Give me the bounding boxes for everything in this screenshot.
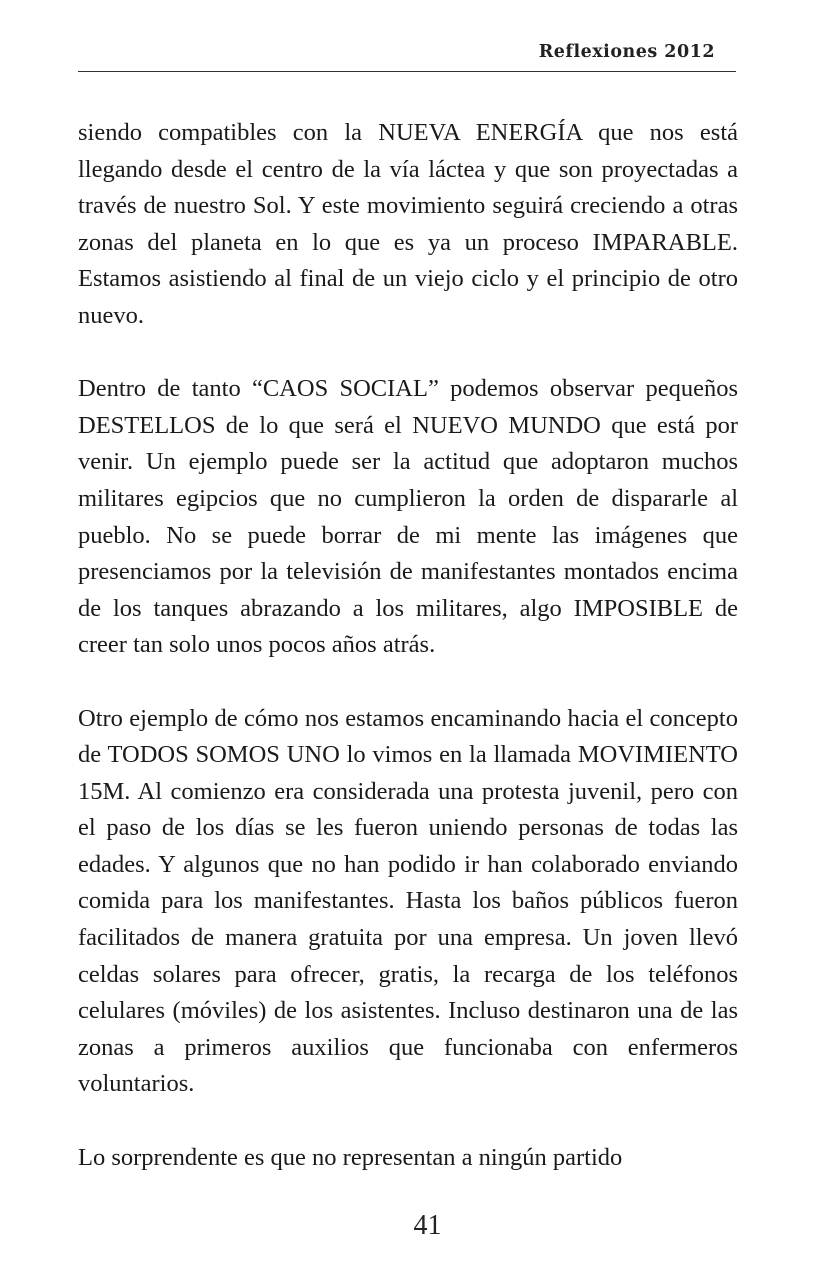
page-body (78, 115, 738, 1176)
page-number: 41 (413, 1210, 442, 1241)
running-header-title: Reflexiones 2012 (538, 42, 715, 62)
paragraph: Dentro de tanto “CAOS SOCIAL” podemos observar pequeños DESTELLOS de lo que será el NUEVO MUNDO que está por venir. Un ejemplo puede ser la actitud que adoptaron muchos militares egipcios que no cumplieron la orden de dispararle al pueblo. No se puede borrar de mi mente las imágenes que presenciamos por la televisión de manifestantes montados encima de los tanques abrazando a los militares, algo IMPOSIBLE de creer tan solo unos pocos años atrás. (78, 375, 738, 659)
paragraph: Otro ejemplo de cómo nos estamos encaminando hacia el concepto de TODOS SOMOS UNO lo vimos en la llamada MOVIMIENTO 15M. Al comienzo era considerada una protesta juvenil, pero con el paso de los días se les fueron uniendo personas de todas las edades. Y algunos que no han podido ir han colaborado enviando comida para los manifestantes. Hasta los baños públicos fueron facilitados de manera gratuita por una empresa. Un joven llevó celdas solares para ofrecer, gratis, la recarga de los teléfonos celulares (móviles) de los asistentes. Incluso destinaron una de las zonas a primeros auxilios que funcionaba con enfermeros voluntarios. (78, 704, 738, 1098)
running-header (78, 42, 736, 72)
paragraph: siendo compatibles con la NUEVA ENERGÍA que nos está llegando desde el centro de la vía láctea y que son proyectadas a través de nuestro Sol. Y este movimiento seguirá creciendo a otras zonas del planeta en lo que es ya un proceso IMPARABLE. Estamos asistiendo al final de un viejo ciclo y el principio de otro nuevo. (78, 119, 738, 329)
paragraph: Lo sorprendente es que no representan a ningún partido (78, 1143, 623, 1171)
